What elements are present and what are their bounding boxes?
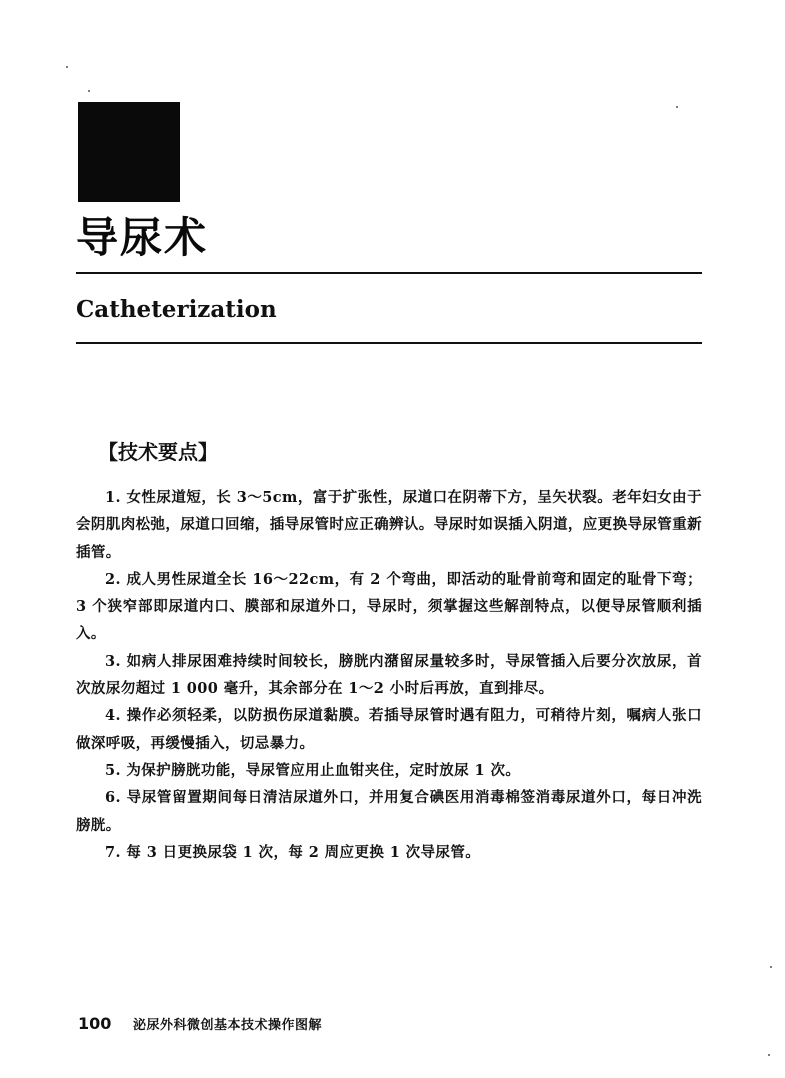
book-title: 泌尿外科微创基本技术操作图解 bbox=[132, 1018, 322, 1033]
chapter-subtitle-english: Catheterization bbox=[76, 296, 277, 323]
page-number: 100 bbox=[78, 1014, 112, 1033]
technical-point-7: 7. 每 3 日更换尿袋 1 次，每 2 周应更换 1 次导尿管。 bbox=[105, 843, 481, 861]
scan-speck bbox=[676, 106, 678, 108]
scan-speck bbox=[88, 90, 90, 92]
technical-point-3: 3. 如病人排尿困难持续时间较长，膀胱内潴留尿量较多时，导尿管插入后要分次放尿，首次放尿勿超过 1 000 毫升，其余部分在 1～2 小时后再放，直到排尽。 bbox=[76, 652, 702, 698]
page-footer bbox=[78, 1014, 322, 1033]
title-rule-bottom bbox=[76, 342, 702, 344]
title-rule-top bbox=[76, 272, 702, 274]
technical-point-4: 4. 操作必须轻柔，以防损伤尿道黏膜。若插导尿管时遇有阻力，可稍待片刻，嘱病人张口做深呼吸，再缓慢插入，切忌暴力。 bbox=[76, 707, 702, 752]
chapter-marker-block bbox=[78, 102, 180, 202]
technical-point-6: 6. 导尿管留置期间每日清洁尿道外口，并用复合碘医用消毒棉签消毒尿道外口，每日冲洗膀胱。 bbox=[76, 789, 702, 834]
scan-speck bbox=[770, 966, 772, 968]
chapter-title: 导尿术 bbox=[76, 213, 209, 262]
technical-point-5: 5. 为保护膀胱功能，导尿管应用止血钳夹住，定时放尿 1 次。 bbox=[105, 761, 521, 779]
scan-speck bbox=[768, 1054, 770, 1056]
technical-points-list bbox=[76, 484, 702, 866]
scan-speck bbox=[66, 66, 68, 68]
section-heading: 【技术要点】 bbox=[98, 440, 218, 464]
technical-point-1: 1. 女性尿道短，长 3～5cm，富于扩张性，尿道口在阴蒂下方，呈矢状裂。老年妇女由于会阴肌肉松弛，尿道口回缩，插导尿管时应正确辨认。导尿时如误插入阴道，应更换导尿管重新插管。 bbox=[76, 489, 702, 561]
technical-point-2: 2. 成人男性尿道全长 16～22cm，有 2 个弯曲，即活动的耻骨前弯和固定的耻骨下弯；3 个狭窄部即尿道内口、膜部和尿道外口，导尿时，须掌握这些解剖特点，以便导尿管顺利插入。 bbox=[76, 570, 702, 643]
